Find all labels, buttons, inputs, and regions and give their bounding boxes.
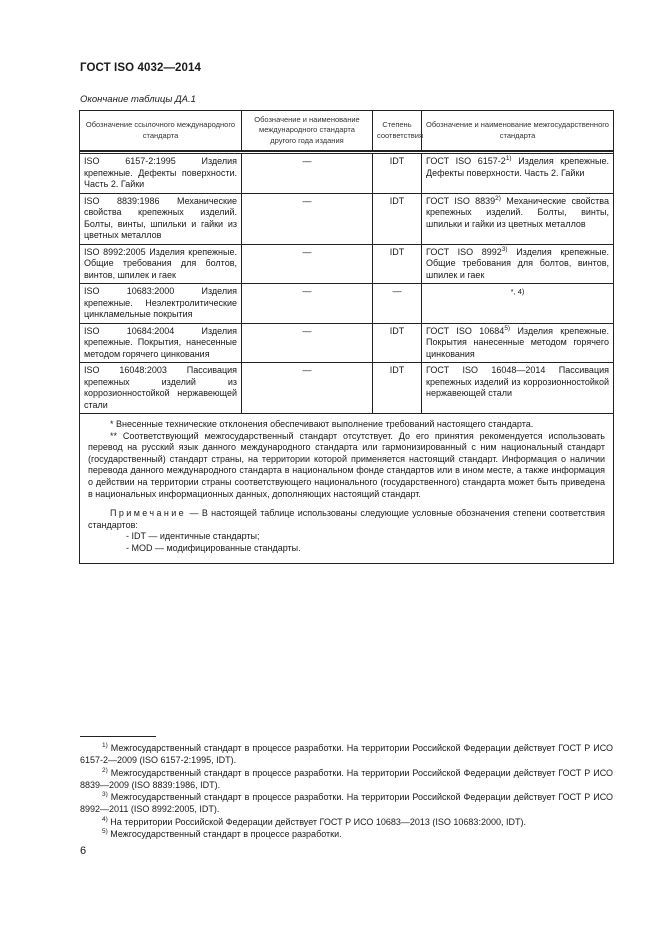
- footnotes: [80, 742, 613, 840]
- table-row: [80, 284, 614, 324]
- footnote-text: Межгосударственный стандарт в процессе разработки. На территории Российской Федерации действует ГОСТ Р ИСО 8992—2011 (ISO 8992:2005, IDT).: [80, 792, 613, 815]
- degree-cell: IDT: [373, 323, 422, 363]
- table-row: [80, 363, 614, 414]
- gost-cell: [422, 244, 614, 284]
- standards-table: [79, 110, 614, 564]
- primechanie-text: — В настоящей таблице использованы следующие условные обозначения степени соответствия стандартов:: [88, 508, 605, 530]
- gost-cell: [422, 323, 614, 363]
- table-header-row: [80, 111, 614, 152]
- other-year-cell: —: [242, 193, 373, 244]
- note-list-item: - MOD — модифицированные стандарты.: [126, 542, 301, 553]
- footnote-text: На территории Российской Федерации действует ГОСТ Р ИСО 10683—2013 (ISO 10683:2000, IDT).: [107, 816, 526, 827]
- other-year-cell: —: [242, 154, 373, 194]
- footnote: [80, 742, 613, 767]
- ref-standard-cell: ISO 8992:2005 Изделия крепежные. Общие требования для болтов, винтов, шпилек и гаек: [80, 244, 242, 284]
- gost-title: Пассивация крепежных изделий из коррозионностойкой нержавеющей стали: [426, 365, 609, 398]
- degree-cell: IDT: [373, 363, 422, 414]
- footnote-number: 1): [102, 742, 108, 749]
- footnote: [80, 767, 613, 792]
- degree-cell: IDT: [373, 154, 422, 194]
- footnote: [80, 791, 613, 816]
- note-primechanie: [88, 508, 605, 531]
- table-notes-row: [80, 414, 614, 564]
- footnote-ref: 5): [504, 324, 511, 332]
- column-header: Обозначение ссылочного международного стандарта: [80, 111, 242, 152]
- table-row: [80, 323, 614, 363]
- gost-title: Изделия крепежные. Покрытия нанесенные методом горячего цинкования: [426, 325, 609, 359]
- gost-cell: [422, 284, 614, 324]
- gost-code: ГОСТ ISO 6157-2: [426, 156, 506, 166]
- footnote-ref: 2): [495, 194, 501, 202]
- gost-title: Изделия крепежные. Общие требования для болтов, винтов, шпилек и гаек: [426, 246, 610, 280]
- gost-code: ГОСТ ISO 8992: [426, 246, 502, 257]
- note-single-star: * Внесенные технические отклонения обеспечивают выполнение требований настоящего стандарта.: [110, 419, 534, 429]
- gost-cell: [422, 154, 614, 194]
- footnote-ref: *, 4): [510, 287, 525, 296]
- ref-standard-cell: ISO 8839:1986 Механические свойства крепежных изделий. Болты, винты, шпильки и гайки из цветных металлов: [80, 193, 242, 244]
- footnote-text: Межгосударственный стандарт в процессе разработки. На территории Российской Федерации действует ГОСТ Р ИСО 6157-2—2009 (ISO 6157-2:1995, IDT).: [80, 743, 613, 766]
- gost-code: ГОСТ ISO 8839: [426, 195, 496, 206]
- footnote-divider: [80, 736, 156, 737]
- footnote: [80, 828, 613, 840]
- footnote-number: 3): [102, 791, 108, 799]
- table-caption: Окончание таблицы ДА.1: [80, 94, 196, 105]
- other-year-cell: —: [242, 284, 373, 324]
- gost-code: ГОСТ ISO 16048—2014: [426, 365, 546, 375]
- ref-standard-cell: ISO 10684:2004 Изделия крепежные. Покрытия, нанесенные методом горячего цинкования: [80, 323, 242, 363]
- footnote-ref: 1): [505, 155, 512, 162]
- note-double-star: ** Соответствующий межгосударственный стандарт отсутствует. До его принятия рекомендуется использовать перевод на русский язык данного международного стандарта или гармонизированный с ним национальный стандарт (государственный) стандарт страны, на территории которой применяется настоящий стандарт. Информация о наличии перевода данного международного стандарта в национальном фонде стандартов или в ином месте, а также информация о действии на территории страны соответствующего национального (государственного) стандарта может быть приведена в национальных информационных данных, дополняющих настоящий стандарт.: [88, 430, 605, 499]
- spacer: [88, 500, 605, 508]
- footnote-text: Межгосударственный стандарт в процессе разработки.: [107, 829, 342, 840]
- other-year-cell: —: [242, 244, 373, 284]
- other-year-cell: —: [242, 363, 373, 414]
- ref-standard-cell: ISO 10683:2000 Изделия крепежные. Неэлектролитические цинкламельные покрытия: [80, 284, 242, 324]
- footnote: [80, 816, 613, 828]
- other-year-cell: —: [242, 323, 373, 363]
- note-list-item: - IDT — идентичные стандарты;: [126, 531, 260, 542]
- table-container: [79, 110, 613, 564]
- degree-cell: IDT: [373, 244, 422, 284]
- document-header: ГОСТ ISO 4032—2014: [80, 62, 202, 74]
- page-number: 6: [80, 845, 87, 857]
- table-notes: [80, 414, 614, 564]
- ref-standard-cell: ISO 6157-2:1995 Изделия крепежные. Дефекты поверхности. Часть 2. Гайки: [80, 154, 242, 194]
- column-header: Обозначение и наименование межгосударственного стандарта: [422, 111, 614, 152]
- footnote-number: 5): [102, 828, 108, 836]
- table-row: [80, 193, 614, 244]
- footnote-number: 2): [102, 766, 108, 774]
- column-header: Обозначение и наименование международного стандарта другого года издания: [242, 111, 373, 152]
- ref-standard-cell: ISO 16048:2003 Пассивация крепежных изделий из коррозионностойкой нержавеющей стали: [80, 363, 242, 414]
- primechanie-label: Примечание: [110, 508, 187, 519]
- gost-title: Механические свойства крепежных изделий. Болты, винты, шпильки и гайки из цветных металлов: [426, 195, 609, 229]
- gost-cell: [422, 193, 614, 244]
- gost-title: Изделия крепежные. Дефекты поверхности. Часть 2. Гайки: [426, 156, 609, 178]
- degree-cell: IDT: [373, 193, 422, 244]
- footnote-text: Межгосударственный стандарт в процессе разработки. На территории Российской Федерации действует ГОСТ Р ИСО 8839—2009 (ISO 8839:1986, IDT).: [80, 767, 613, 790]
- table-row: [80, 244, 614, 284]
- footnote-number: 4): [102, 815, 108, 823]
- gost-cell: [422, 363, 614, 414]
- footnote-ref: 3): [501, 245, 508, 253]
- degree-cell: —: [373, 284, 422, 324]
- gost-code: ГОСТ ISO 10684: [426, 325, 505, 336]
- table-row: [80, 154, 614, 194]
- column-header: Степень соответствия: [373, 111, 422, 152]
